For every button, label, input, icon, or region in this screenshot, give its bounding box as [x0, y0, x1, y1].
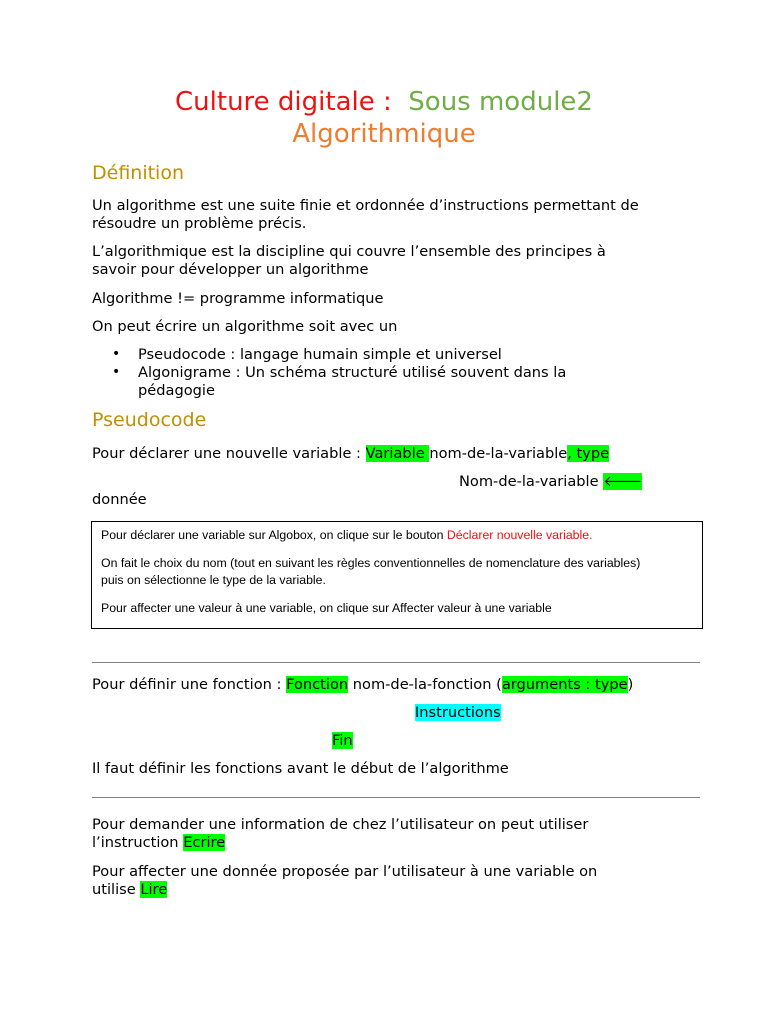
function-note: Il faut définir les fonctions avant le début de l’algorithme — [92, 760, 509, 777]
box-line2: On fait le choix du nom (tout en suivant les règles conventionnelles de nomenclature des variables) — [101, 556, 641, 570]
title-part2: Sous module2 — [408, 87, 593, 117]
definition-p3: Algorithme != programme informatique — [92, 290, 384, 307]
definition-heading: Définition — [92, 162, 185, 184]
function-close: ) — [627, 676, 634, 693]
read-line2 — [92, 881, 167, 899]
assign-line — [459, 473, 642, 491]
input-line1: Pour demander une information de chez l’utilisateur on peut utiliser — [92, 816, 589, 833]
input-prefix: l’instruction — [92, 834, 184, 851]
definition-p2-line2: savoir pour développer un algorithme — [92, 261, 369, 278]
read-prefix: utilise — [92, 881, 141, 898]
function-name: nom-de-la-fonction ( — [348, 676, 502, 693]
function-arguments: arguments : type — [501, 676, 628, 693]
bullet-1-text: Pseudocode : langage humain simple et universel — [138, 346, 502, 363]
box-line4: Pour affecter une valeur à une variable, on clique sur Affecter valeur à une variable — [101, 601, 552, 615]
bullet-1-symbol: • — [112, 346, 121, 362]
instructions-keyword: Instructions — [415, 704, 501, 721]
declare-type: , type — [567, 445, 610, 462]
variable-keyword: Variable — [365, 445, 430, 462]
definition-p4: On peut écrire un algorithme soit avec un — [92, 318, 398, 335]
declare-variable-button-ref: Déclarer nouvelle variable. — [446, 528, 593, 542]
document-title — [0, 86, 768, 118]
bullet-2-text-cont: pédagogie — [138, 382, 215, 399]
function-prefix: Pour définir une fonction : — [92, 676, 287, 693]
definition-p1-line2: résoudre un problème précis. — [92, 215, 307, 232]
assign-arrow-icon: 🡐 — [603, 473, 643, 490]
title-part1: Culture digitale : — [175, 87, 392, 117]
fin-keyword: Fin — [332, 732, 353, 749]
box-line1 — [101, 527, 593, 543]
box-line1-prefix: Pour déclarer une variable sur Algobox, on clique sur le bouton — [101, 528, 447, 542]
bullet-2-text: Algonigrame : Un schéma structuré utilisé souvent dans la — [138, 364, 567, 381]
instructions-line — [415, 704, 501, 722]
algobox-note-box — [91, 521, 703, 629]
function-line — [92, 676, 633, 694]
document-subtitle: Algorithmique — [292, 119, 476, 149]
assign-name: Nom-de-la-variable — [459, 473, 604, 490]
declare-variable-line — [92, 445, 609, 463]
divider-1 — [92, 662, 700, 663]
assign-value: donnée — [92, 491, 147, 508]
divider-2 — [92, 797, 700, 798]
input-line2 — [92, 834, 225, 852]
lire-keyword: Lire — [140, 881, 168, 898]
definition-p2-line1: L’algorithmique est la discipline qui couvre l’ensemble des principes à — [92, 243, 606, 260]
declare-name: nom-de-la-variable — [429, 445, 568, 462]
pseudocode-heading: Pseudocode — [92, 409, 207, 431]
read-line1: Pour affecter une donnée proposée par l’utilisateur à une variable on — [92, 863, 598, 880]
fin-line — [332, 732, 353, 750]
ecrire-keyword: Ecrire — [183, 834, 226, 851]
function-keyword: Fonction — [286, 676, 349, 693]
declare-prefix: Pour déclarer une nouvelle variable : — [92, 445, 366, 462]
box-line3: puis on sélectionne le type de la variable. — [101, 573, 326, 587]
definition-p1-line1: Un algorithme est une suite finie et ordonnée d’instructions permettant de — [92, 197, 639, 214]
bullet-2-symbol: • — [112, 364, 121, 380]
